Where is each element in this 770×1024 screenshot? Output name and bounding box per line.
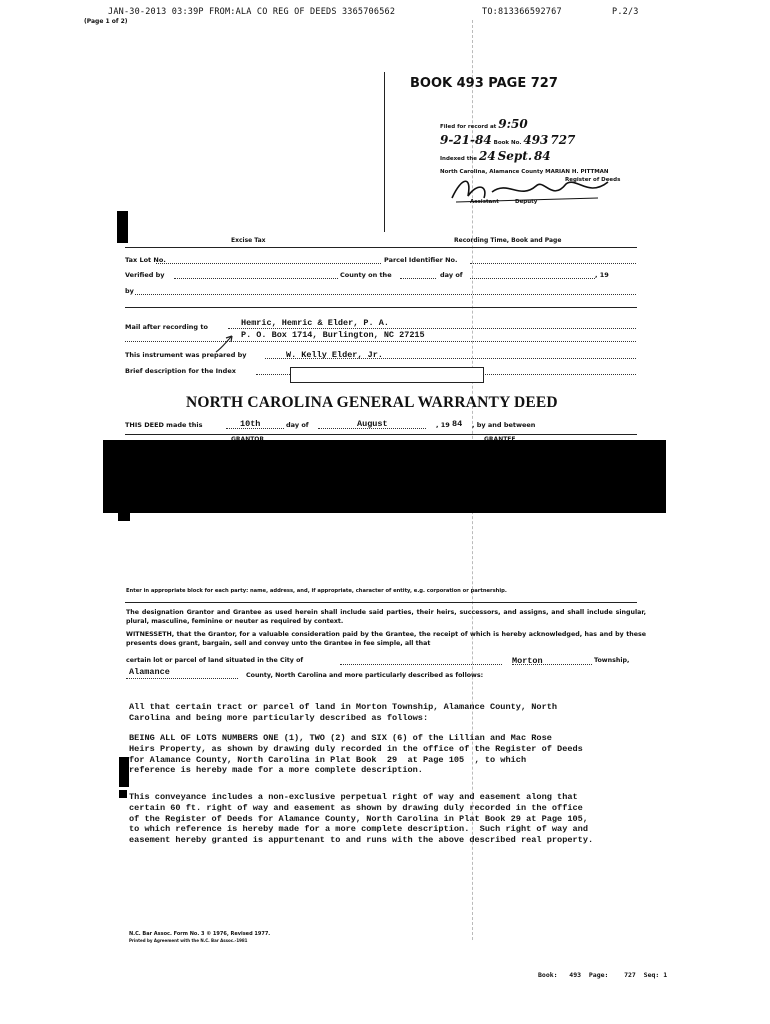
book-page-stamp: BOOK 493 PAGE 727 [410,76,558,91]
day-of-label-2: day of [286,421,309,429]
tax-lot-field [156,263,381,264]
mail-after-label: Mail after recording to [125,323,208,331]
county-on-label: County on the [340,271,392,279]
designation-paragraph: The designation Grantor and Grantee as used herein shall include said parties, their heirs, successors, and assigns, and shall include singular, plural, masculine, feminine or neuter as required by context. [126,609,646,626]
county-name: Alamance [129,667,170,677]
enter-block-note: Enter in appropriate block for each party: name, address, and, if appropriate, character of entity, e.g. corporation or partnership. [126,588,507,594]
mail-line-1: Hemric, Hemric & Elder, P. A. [241,318,389,328]
deed-title: NORTH CAROLINA GENERAL WARRANTY DEED [186,394,558,411]
mail-field-1 [228,328,636,329]
page-no-value: 727 [550,133,576,147]
witnesseth-paragraph: WITNESSETH, that the Grantor, for a valuable consideration paid by the Grantee, the receipt of which is hereby acknowledged, has and by these presents does grant, bargain, sell and convey unto the Grantee in fee simple, all that [126,631,646,648]
rule [125,247,637,248]
deputy-label: Deputy [515,199,538,205]
filed-time: 9:50 [498,117,528,131]
day-field [470,278,595,279]
deed-month: August [357,419,388,429]
indexed-label: Indexed the [440,156,478,162]
assistant-label: Assistant [470,199,499,205]
nineteen-label-2: , 19 [436,421,450,429]
deed-day: 10th [240,419,261,429]
indexed-day: 24 [478,149,496,163]
by-label: by [125,287,134,295]
city-field [340,664,502,665]
rule [125,434,637,435]
book-no-label: Book No. [493,140,522,146]
indexed-year: 84 [533,149,551,163]
verified-by-label: Verified by [125,271,165,279]
day-of-label: day of [440,271,463,279]
register-name: MARIAN H. PITTMAN [545,169,609,175]
filing-stamp [440,118,620,179]
description-paragraph-3: This conveyance includes a non-exclusive perpetual right of way and easement along that certain 60 ft. right of way and easement as shown by drawing duly recorded in the office of the Register of Deeds for Alamance County, North Carolina in Plat Book 29 at Page 105, to which reference is hereby made for a more complete description. Such right of way and easement hereby granted is appurtenant to and runs with the above described real property. [129,792,594,846]
prepared-by-label: This instrument was prepared by [125,351,247,359]
book-reference: Book: 493 Page: 727 Seq: 1 [538,971,668,979]
party-redaction [103,440,666,513]
filed-date: 9-21-84 [440,133,492,147]
deed-year: 84 [452,419,463,429]
mail-field-2 [125,341,636,342]
redaction-mark [118,513,130,521]
nineteen-label: , 19 [595,271,609,279]
recording-label: Recording Time, Book and Page [454,237,562,244]
register-signature [448,172,621,212]
by-field [135,294,636,295]
township-name: Morton [512,656,543,666]
register-title: Register of Deeds [565,177,621,183]
filed-for-record: Filed for record at [440,124,497,130]
indexed-month: Sept. [497,149,533,163]
book-no-value: 493 [523,133,549,147]
verified-field [174,278,338,279]
parcel-label: Parcel Identifier No. [384,256,458,264]
parcel-field [470,263,636,264]
this-deed-label: THIS DEED made this [125,421,203,429]
redaction-mark [119,757,129,787]
header-divider [384,72,385,232]
county-field [126,678,238,679]
county-description-label: County, North Carolina and more particularly described as follows: [246,672,484,679]
by-between-label: , by and between [472,421,536,429]
city-of-label: certain lot or parcel of land situated in the City of [126,657,304,664]
form-number: N.C. Bar Assoc. Form No. 3 © 1976, Revised 1977. [129,931,271,937]
excise-tax-label: Excise Tax [231,237,266,244]
township-label: Township, [594,657,630,664]
stamp-county: North Carolina, Alamance County [440,169,544,175]
description-paragraph-2: BEING ALL OF LOTS NUMBERS ONE (1), TWO (2) and SIX (6) of the Lillian and Mac Rose Heirs Property, as shown by drawing duly recorded in the office of the Register of Deeds for Alamance County, North Carolina in Plat Book 29 at Page 105 , to which reference is hereby made for a more complete description. [129,733,583,776]
tax-lot-label: Tax Lot No. [125,256,166,264]
fax-header-right: P.2/3 [612,7,639,17]
preparer-name: W. Kelly Elder, Jr. [286,350,383,360]
redaction-mark [119,790,127,798]
mail-line-2: P. O. Box 1714, Burlington, NC 27215 [241,330,425,340]
index-box [290,367,484,383]
description-paragraph-1: All that certain tract or parcel of land in Morton Township, Alamance County, North Carolina and being more particularly described as follows: [129,702,558,723]
county-day-field [400,278,436,279]
rule [125,602,637,603]
brief-description-label: Brief description for the Index [125,367,236,375]
rule [125,307,637,308]
redaction-mark [117,211,128,243]
fax-subline: (Page 1 of 2) [84,18,128,25]
fax-header-left: JAN-30-2013 03:39P FROM:ALA CO REG OF DEEDS 3365706562 [108,7,396,17]
form-printer: Printed by Agreement with the N.C. Bar Assoc.-1981 [129,938,248,943]
fax-header-middle: TO:813366592767 [482,7,562,17]
